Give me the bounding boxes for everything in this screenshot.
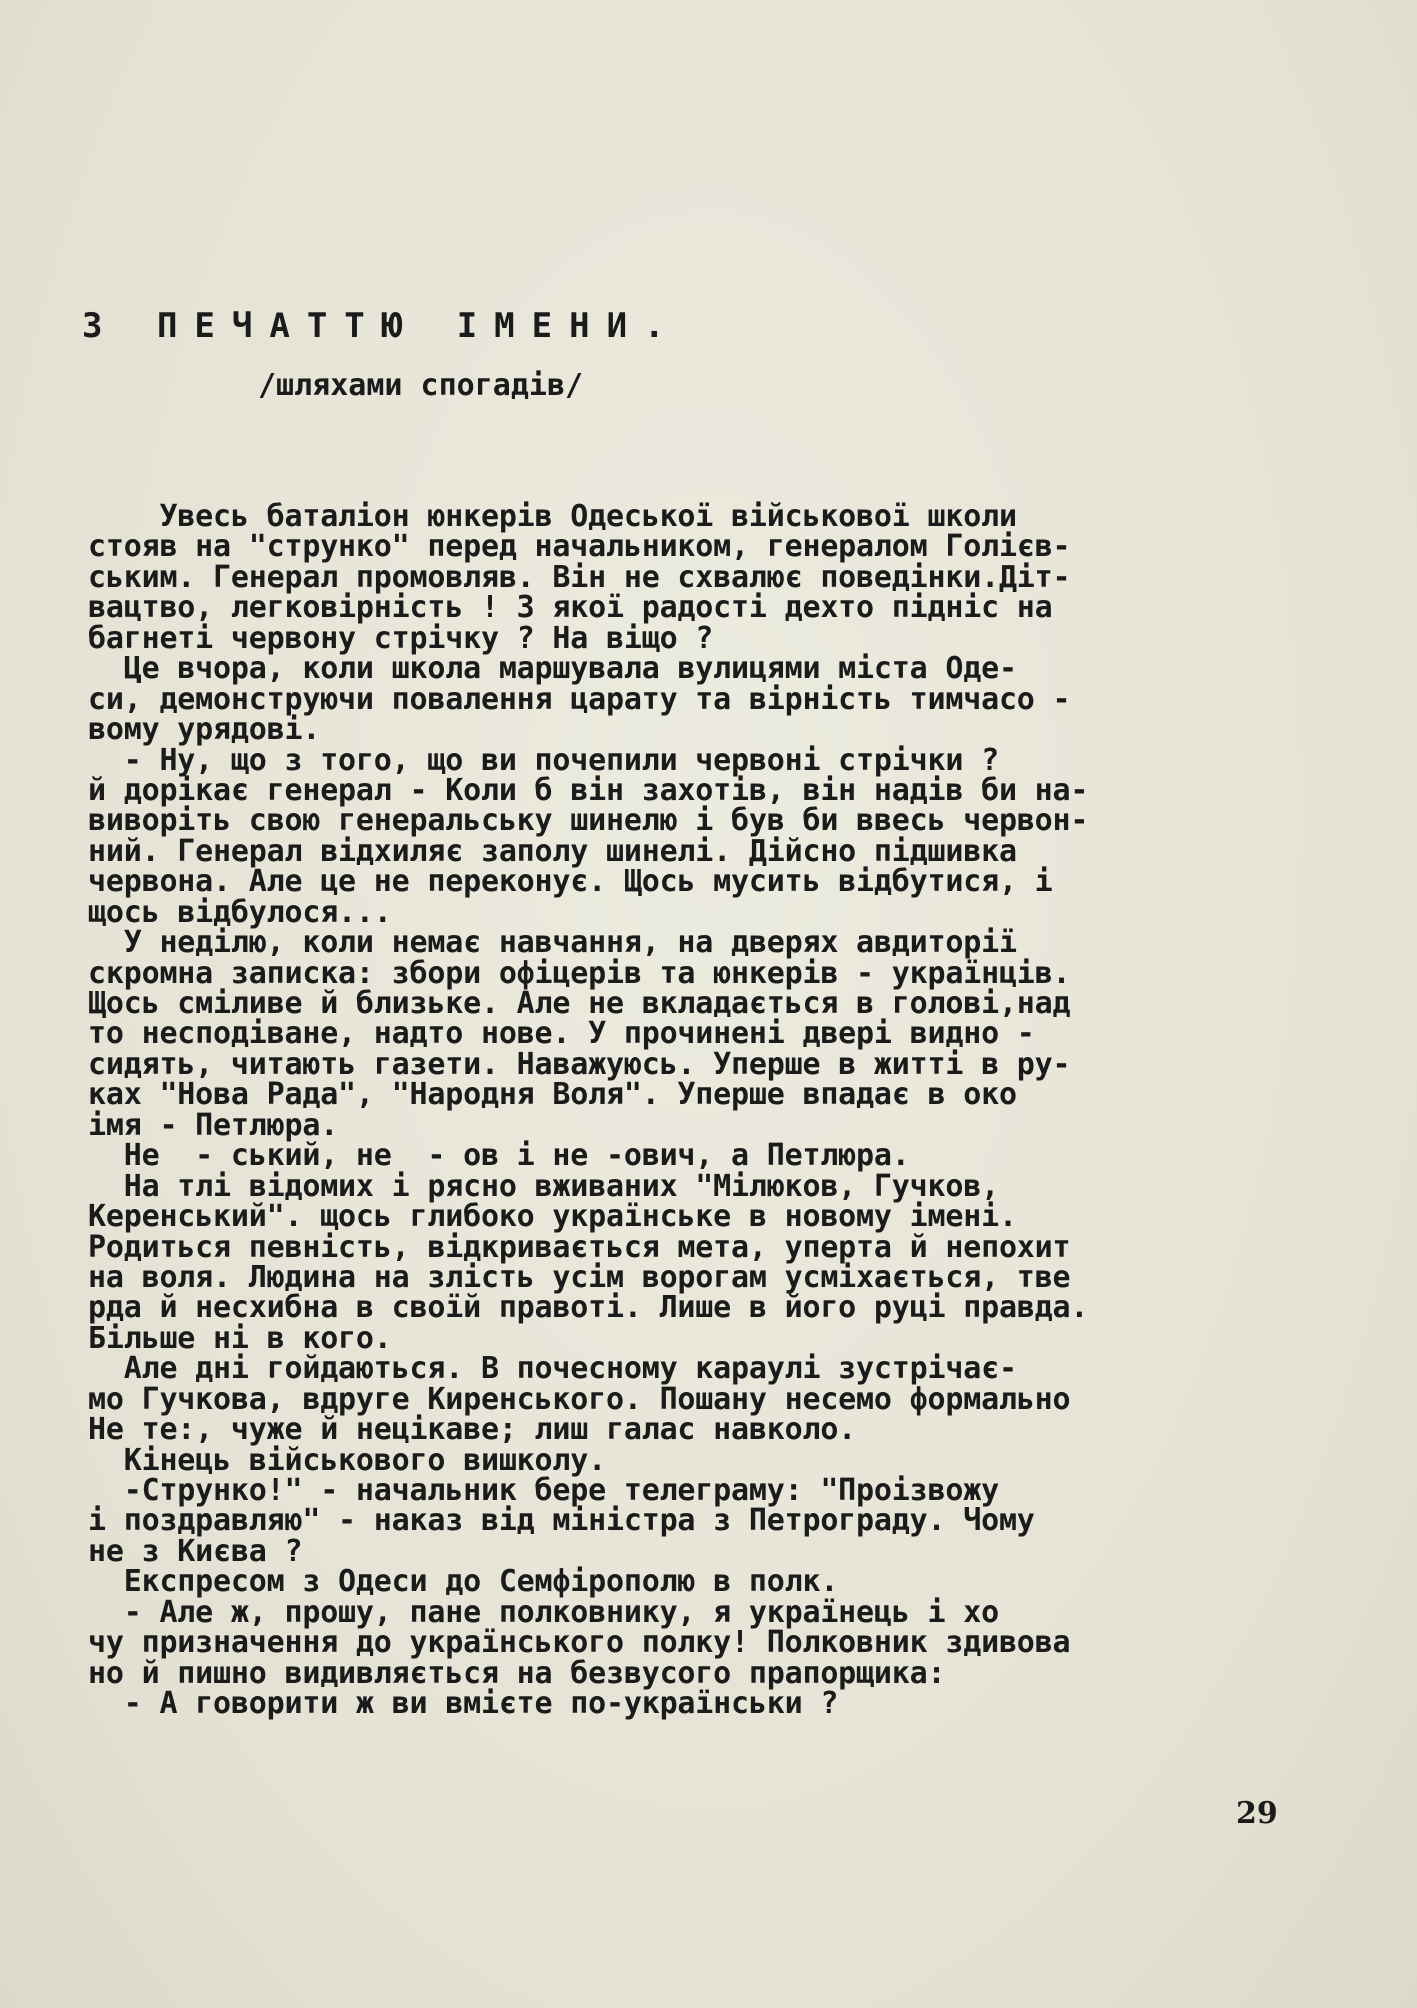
text-line: - А говорити ж ви вмієте по-українськи ?: [88, 1686, 839, 1722]
text-line: червона. Але це не переконує. Щось мусить відбутися, і: [88, 864, 1053, 900]
text-line: щось відбулося...: [88, 894, 392, 930]
text-line: ським. Генерал промовляв. Він не схвалює поведінки.Діт-: [88, 559, 1071, 595]
text-line: Більше ні в кого.: [88, 1320, 392, 1356]
text-line: Але дні гойдаються. В почесному караулі зустрічає-: [88, 1351, 1017, 1387]
text-line: - Але ж, прошу, пане полковнику, я українець і хо: [88, 1594, 999, 1630]
text-line: сидять, читають газети. Наважуюсь. Уперше в житті в ру-: [88, 1046, 1071, 1082]
text-line: -Струнко!" - начальник бере телеграму: "Проізвожу: [88, 1473, 999, 1508]
text-line: вому урядові.: [88, 712, 321, 748]
page-subtitle: /шляхами спогадів/: [258, 368, 584, 403]
body-text: [88, 499, 1318, 1722]
text-line: виворіть свою генеральську шинелю і був би ввесь червон-: [88, 803, 1089, 839]
text-line: на воля. Людина на злість усім ворогам усміхається, тве: [88, 1259, 1071, 1295]
text-line: - Ну, що з того, що ви почепили червоні стрічки ?: [88, 742, 999, 778]
text-line: У неділю, коли немає навчання, на дверях авдиторії: [88, 925, 1017, 961]
text-line: На тлі відомих і рясно вживаних "Мілюков, Гучков,: [88, 1168, 999, 1204]
text-line: Керенський". щось глибоко українське в новому імені.: [88, 1199, 1017, 1235]
text-line: вацтво, легковірність ! З якої радості дехто підніс на: [88, 590, 1053, 626]
text-line: не з Києва ?: [88, 1533, 303, 1569]
text-line: Це вчора, коли школа маршувала вулицями міста Оде-: [88, 651, 1017, 687]
text-line: ний. Генерал відхиляє заполу шинелі. Дійсно підшивка: [88, 833, 1017, 869]
page-number: 29: [1236, 1796, 1278, 1831]
text-line: рда й несхибна в своїй правоті. Лише в його руці правда.: [88, 1290, 1089, 1326]
text-line: скромна записка: збори офіцерів та юнкерів - українців.: [88, 955, 1071, 991]
text-line: но й пишно видивляється на безвусого прапорщика:: [88, 1655, 946, 1691]
text-line: і поздравляю" - наказ від міністра з Петрограду. Чому: [88, 1503, 1035, 1539]
text-line: Не те:, чуже й нецікаве; лиш галас навколо.: [88, 1412, 857, 1448]
text-line: Не - ський, не - ов і не -ович, а Петлюра.: [88, 1138, 910, 1174]
page-title: З ПЕЧАТТЮ ІМЕНИ.: [82, 306, 682, 346]
text-line: Увесь баталіон юнкерів Одеської військової школи: [88, 499, 1017, 534]
text-line: Експресом з Одеси до Семфірополю в полк.: [88, 1564, 839, 1600]
text-line: мо Гучкова, вдруге Киренського. Пошану несемо формально: [88, 1381, 1071, 1417]
text-line: си, демонструючи повалення царату та вірність тимчасо -: [88, 681, 1071, 717]
text-line: Щось сміливе й близьке. Але не вкладається в голові,над: [88, 986, 1071, 1021]
text-line: Кінець військового вишколу.: [88, 1442, 606, 1478]
text-line: то несподіване, надто нове. У прочинені двері видно -: [88, 1016, 1035, 1052]
text-line: Родиться певність, відкривається мета, уперта й непохит: [88, 1229, 1071, 1265]
text-line: багнеті червону стрічку ? На віщо ?: [88, 620, 714, 656]
text-line: імя - Петлюра.: [88, 1107, 339, 1143]
text-line: ках "Нова Рада", "Народня Воля". Уперше впадає в око: [88, 1077, 1017, 1113]
text-line: стояв на "струнко" перед начальником, генералом Голієв-: [88, 529, 1071, 565]
text-line: чу призначення до українського полку! Полковник здивова: [88, 1625, 1071, 1661]
text-line: й дорікає генерал - Коли б він захотів, він надів би на-: [88, 772, 1089, 808]
